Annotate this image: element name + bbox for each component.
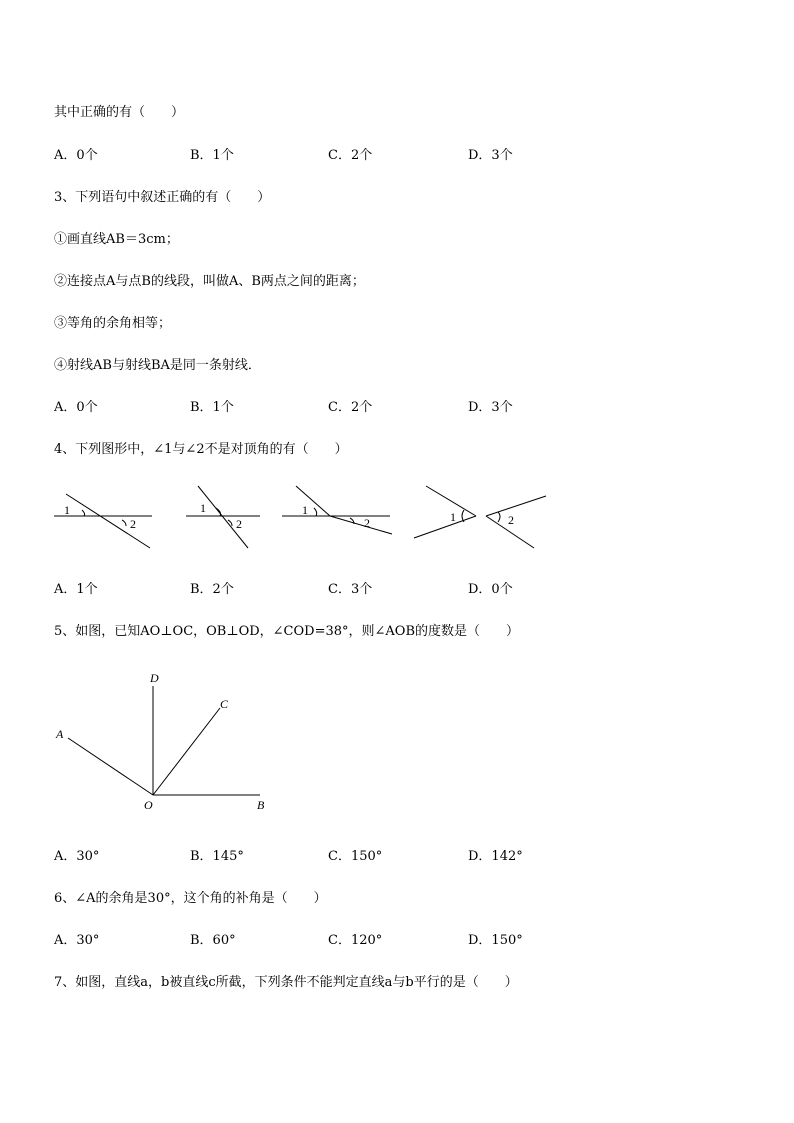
q5-label-c: C (220, 697, 229, 711)
q4-fig3-label-2: 2 (364, 516, 370, 530)
q6-option-b: B．60° (190, 933, 236, 948)
q4-fig4-label-2: 2 (508, 513, 514, 527)
q5-option-d: D．142° (468, 849, 523, 864)
q6-option-c: C．120° (328, 933, 383, 948)
q5-label-d: D (150, 671, 159, 685)
q5-option-b: B．145° (190, 849, 244, 864)
q6-stem: 6、∠A的余角是30°，这个角的补角是（ ） (54, 891, 327, 906)
q4-fig4-angle2-arc (498, 512, 500, 522)
q6-option-a: A．30° (54, 933, 100, 948)
prev-question-stem: 其中正确的有（ ） (54, 105, 185, 120)
q3-item-1: ①画直线AB＝3cm； (54, 232, 179, 247)
q4-option-d: D．0个 (468, 582, 513, 597)
q5-figure-svg (0, 660, 794, 820)
q4-option-b: B．2个 (190, 582, 234, 597)
prev-option-b: B．1个 (190, 148, 234, 163)
q5-ray-oc (153, 708, 220, 795)
prev-option-d: D．3个 (468, 148, 513, 163)
q5-label-o: O (144, 798, 153, 812)
q5-stem: 5、如图，已知AO⊥OC，OB⊥OD，∠COD=38°，则∠AOB的度数是（ ） (54, 624, 520, 639)
q4-fig3-label-1: 1 (302, 503, 308, 517)
q4-figures-svg (0, 470, 794, 560)
q4-fig2-label-2: 2 (236, 517, 242, 531)
q5-label-b: B (257, 798, 265, 812)
q4-option-c: C．3个 (328, 582, 373, 597)
q3-option-c: C．2个 (328, 400, 373, 415)
q4-fig4-upper-right-ray (486, 496, 546, 516)
q4-fig3-lower-ray (330, 516, 392, 534)
q4-fig1-angle1-arc (82, 510, 85, 516)
q3-option-d: D．3个 (468, 400, 513, 415)
q4-fig4-label-1: 1 (450, 510, 456, 524)
q7-stem: 7、如图，直线a，b被直线c所截，下列条件不能判定直线a与b平行的是（ ） (54, 975, 518, 990)
q4-stem: 4、下列图形中，∠1与∠2不是对顶角的有（ ） (54, 442, 348, 457)
q3-stem: 3、下列语句中叙述正确的有（ ） (54, 190, 271, 205)
q4-fig1-angle2-arc (122, 520, 126, 526)
q4-fig1-transversal (66, 494, 150, 548)
q5-option-a: A．30° (54, 849, 100, 864)
q3-item-3: ③等角的余角相等； (54, 316, 172, 331)
q3-option-b: B．1个 (190, 400, 234, 415)
q4-fig2-label-1: 1 (200, 501, 206, 515)
q5-option-c: C．150° (328, 849, 383, 864)
q6-option-d: D．150° (468, 933, 523, 948)
q4-figures (0, 470, 794, 564)
q3-option-a: A．0个 (54, 400, 98, 415)
q3-item-4: ④射线AB与射线BA是同一条射线． (54, 358, 261, 373)
q4-fig1-label-2: 2 (130, 517, 136, 531)
q4-fig4-lower-left-ray (414, 516, 476, 538)
q3-item-2: ②连接点A与点B的线段，叫做A、B两点之间的距离； (54, 274, 365, 289)
q5-ray-oa (68, 738, 153, 795)
prev-option-a: A．0个 (54, 148, 98, 163)
q5-figure (0, 660, 794, 824)
q5-label-a: A (56, 727, 64, 741)
q4-fig1-label-1: 1 (64, 503, 70, 517)
q4-fig3-angle1-arc (314, 508, 317, 516)
q4-option-a: A．1个 (54, 582, 98, 597)
prev-option-c: C．2个 (328, 148, 373, 163)
